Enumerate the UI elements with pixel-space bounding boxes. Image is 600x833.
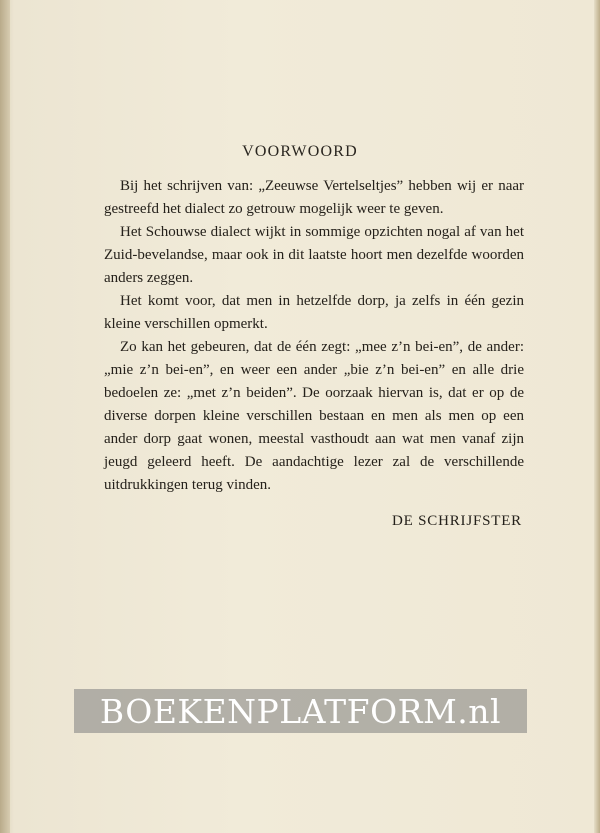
watermark-text: BOEKENPLATFORM.nl bbox=[99, 691, 502, 731]
preface-body bbox=[104, 175, 524, 497]
page-gutter bbox=[0, 0, 10, 833]
page-edge bbox=[594, 0, 600, 833]
paragraph-1: Bij het schrijven van: „Zeeuwse Vertelseltjes” hebben wij er naar gestreefd het dialect zo getrouw mogelijk weer te geven. bbox=[104, 178, 524, 217]
author-signature: DE SCHRIJFSTER bbox=[392, 513, 522, 529]
watermark-banner bbox=[74, 689, 527, 733]
paragraph-3: Het komt voor, dat men in hetzelfde dorp, ja zelfs in één gezin kleine verschillen opmerkt. bbox=[104, 293, 524, 332]
paragraph-4: Zo kan het gebeuren, dat de één zegt: „mee z’n bei-en”, de ander: „mie z’n bei-en”, en weer een ander „bie z’n bei-en” en alle drie bedoelen ze: „met z’n beiden”. De oorzaak hiervan is, dat er op de diverse dorpen kleine verschillen bestaan en men als men op een ander dorp gaat wonen, meestal vasthoudt aan wat men vanaf zijn jeugd geleerd heeft. De aandachtige lezer zal de verschillende uitdrukkingen terug vinden. bbox=[104, 339, 524, 493]
paragraph-2: Het Schouwse dialect wijkt in sommige opzichten nogal af van het Zuid-bevelandse, maar ook in dit laatste hoort men dezelfde woorden anders zeggen. bbox=[104, 224, 524, 286]
page-title: VOORWOORD bbox=[242, 143, 358, 160]
